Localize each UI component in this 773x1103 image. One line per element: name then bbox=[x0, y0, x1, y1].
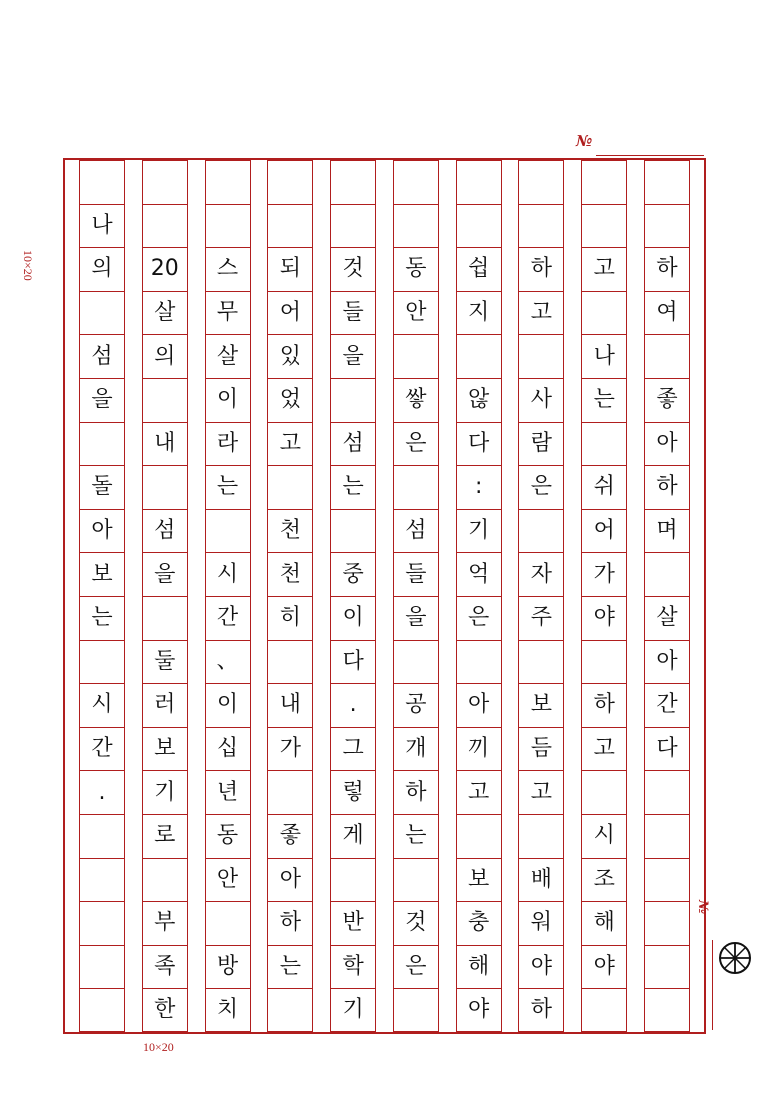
manuscript-cell bbox=[393, 334, 439, 378]
manuscript-cell: 20 bbox=[142, 247, 188, 291]
manuscript-cell: 을 bbox=[330, 334, 376, 378]
manuscript-cell: 아 bbox=[79, 509, 125, 553]
side-page-number-label: № bbox=[695, 900, 710, 915]
manuscript-cell: 돌 bbox=[79, 465, 125, 509]
manuscript-cell bbox=[330, 378, 376, 422]
manuscript-cell bbox=[205, 901, 251, 945]
manuscript-cell: 었 bbox=[267, 378, 313, 422]
manuscript-cell: 공 bbox=[393, 683, 439, 727]
manuscript-cell: 아 bbox=[267, 858, 313, 902]
manuscript-cell bbox=[644, 204, 690, 248]
manuscript-cell: 고 bbox=[456, 770, 502, 814]
manuscript-cell bbox=[581, 988, 627, 1032]
manuscript-cell: 는 bbox=[330, 465, 376, 509]
manuscript-cell: 고 bbox=[518, 770, 564, 814]
manuscript-cell: 년 bbox=[205, 770, 251, 814]
manuscript-cell: 섬 bbox=[79, 334, 125, 378]
manuscript-cell: 억 bbox=[456, 552, 502, 596]
manuscript-cell: 지 bbox=[456, 291, 502, 335]
manuscript-cell: 하 bbox=[393, 770, 439, 814]
manuscript-cell bbox=[644, 334, 690, 378]
manuscript-cell bbox=[644, 858, 690, 902]
manuscript-cell: 학 bbox=[330, 945, 376, 989]
manuscript-cell: 둘 bbox=[142, 640, 188, 684]
manuscript-cell bbox=[267, 465, 313, 509]
manuscript-cell: 중 bbox=[330, 552, 376, 596]
manuscript-cell bbox=[644, 945, 690, 989]
manuscript-cell bbox=[644, 770, 690, 814]
manuscript-cell: 쉽 bbox=[456, 247, 502, 291]
manuscript-cell: 의 bbox=[142, 334, 188, 378]
manuscript-cell: 보 bbox=[518, 683, 564, 727]
manuscript-cell bbox=[518, 640, 564, 684]
manuscript-cell bbox=[205, 160, 251, 204]
manuscript-cell: 는 bbox=[393, 814, 439, 858]
manuscript-cell: 아 bbox=[456, 683, 502, 727]
manuscript-cell bbox=[142, 858, 188, 902]
manuscript-cell: 렇 bbox=[330, 770, 376, 814]
manuscript-cell bbox=[267, 988, 313, 1032]
manuscript-column bbox=[393, 160, 439, 1032]
manuscript-cell bbox=[79, 945, 125, 989]
manuscript-cell: 하 bbox=[644, 247, 690, 291]
manuscript-cell bbox=[330, 858, 376, 902]
manuscript-cell bbox=[142, 204, 188, 248]
manuscript-cell: 기 bbox=[456, 509, 502, 553]
manuscript-cell: 다 bbox=[456, 422, 502, 466]
manuscript-cell: 야 bbox=[581, 596, 627, 640]
manuscript-cell: 、 bbox=[205, 640, 251, 684]
manuscript-cell bbox=[518, 509, 564, 553]
manuscript-cell: 들 bbox=[393, 552, 439, 596]
manuscript-cell: 하 bbox=[644, 465, 690, 509]
manuscript-cell bbox=[456, 814, 502, 858]
manuscript-cell bbox=[644, 988, 690, 1032]
manuscript-cell bbox=[518, 204, 564, 248]
manuscript-cell bbox=[393, 988, 439, 1032]
manuscript-cell: 다 bbox=[644, 727, 690, 771]
manuscript-cell: 살 bbox=[142, 291, 188, 335]
manuscript-cell bbox=[393, 204, 439, 248]
manuscript-cell: 무 bbox=[205, 291, 251, 335]
manuscript-cell bbox=[142, 160, 188, 204]
manuscript-cell bbox=[267, 204, 313, 248]
manuscript-cell: 간 bbox=[205, 596, 251, 640]
manuscript-cell: 고 bbox=[518, 291, 564, 335]
manuscript-cell bbox=[393, 160, 439, 204]
manuscript-cell: 동 bbox=[205, 814, 251, 858]
manuscript-cell bbox=[267, 160, 313, 204]
manuscript-cell: 주 bbox=[518, 596, 564, 640]
manuscript-cell: 의 bbox=[79, 247, 125, 291]
manuscript-cell: 이 bbox=[205, 683, 251, 727]
manuscript-cell: 시 bbox=[79, 683, 125, 727]
manuscript-cell: 천 bbox=[267, 509, 313, 553]
manuscript-column bbox=[205, 160, 251, 1032]
manuscript-column bbox=[518, 160, 564, 1032]
manuscript-cell: 어 bbox=[267, 291, 313, 335]
manuscript-cell: 며 bbox=[644, 509, 690, 553]
manuscript-cell bbox=[79, 814, 125, 858]
manuscript-cell: 라 bbox=[205, 422, 251, 466]
manuscript-cell bbox=[142, 465, 188, 509]
manuscript-column bbox=[267, 160, 313, 1032]
manuscript-cell: 들 bbox=[330, 291, 376, 335]
manuscript-cell: 고 bbox=[267, 422, 313, 466]
manuscript-cell: 반 bbox=[330, 901, 376, 945]
manuscript-cell: 내 bbox=[267, 683, 313, 727]
manuscript-cell: 고 bbox=[581, 727, 627, 771]
manuscript-cell: 다 bbox=[330, 640, 376, 684]
manuscript-cell: 쌓 bbox=[393, 378, 439, 422]
manuscript-cell: 그 bbox=[330, 727, 376, 771]
manuscript-cell bbox=[205, 509, 251, 553]
manuscript-cell: 나 bbox=[79, 204, 125, 248]
manuscript-cell: 히 bbox=[267, 596, 313, 640]
manuscript-cell: 배 bbox=[518, 858, 564, 902]
manuscript-cell: 기 bbox=[330, 988, 376, 1032]
manuscript-cell: 시 bbox=[205, 552, 251, 596]
manuscript-cell: 십 bbox=[205, 727, 251, 771]
manuscript-cell bbox=[267, 770, 313, 814]
manuscript-cell: 야 bbox=[456, 988, 502, 1032]
manuscript-cell: . bbox=[79, 770, 125, 814]
manuscript-cell: 을 bbox=[79, 378, 125, 422]
manuscript-cell: 좋 bbox=[267, 814, 313, 858]
manuscript-cell: 는 bbox=[79, 596, 125, 640]
grid-size-label-left: 10×20 bbox=[21, 250, 35, 281]
manuscript-cell: 은 bbox=[456, 596, 502, 640]
manuscript-cell: 는 bbox=[205, 465, 251, 509]
manuscript-cell: 어 bbox=[581, 509, 627, 553]
manuscript-cell: 이 bbox=[330, 596, 376, 640]
manuscript-cell bbox=[581, 160, 627, 204]
manuscript-cell: 안 bbox=[205, 858, 251, 902]
manuscript-cell: 조 bbox=[581, 858, 627, 902]
manuscript-column bbox=[644, 160, 690, 1032]
manuscript-cell bbox=[644, 814, 690, 858]
manuscript-cell bbox=[79, 640, 125, 684]
manuscript-cell: 하 bbox=[518, 988, 564, 1032]
manuscript-cell bbox=[581, 291, 627, 335]
manuscript-cell: 섬 bbox=[393, 509, 439, 553]
manuscript-cell bbox=[581, 640, 627, 684]
side-divider-line bbox=[712, 940, 713, 1030]
manuscript-cell: 개 bbox=[393, 727, 439, 771]
manuscript-cell: 자 bbox=[518, 552, 564, 596]
manuscript-cell: 간 bbox=[79, 727, 125, 771]
manuscript-cell: 야 bbox=[518, 945, 564, 989]
manuscript-cell: 게 bbox=[330, 814, 376, 858]
manuscript-cell bbox=[393, 858, 439, 902]
manuscript-cell: 아 bbox=[644, 640, 690, 684]
manuscript-cell: 하 bbox=[267, 901, 313, 945]
manuscript-cell bbox=[518, 814, 564, 858]
manuscript-cell: 보 bbox=[142, 727, 188, 771]
manuscript-cell: 는 bbox=[581, 378, 627, 422]
manuscript-cell: 보 bbox=[79, 552, 125, 596]
manuscript-cell: 사 bbox=[518, 378, 564, 422]
manuscript-grid bbox=[63, 158, 706, 1034]
manuscript-cell: 나 bbox=[581, 334, 627, 378]
manuscript-cell: 은 bbox=[393, 422, 439, 466]
manuscript-cell: 해 bbox=[581, 901, 627, 945]
manuscript-cell: 은 bbox=[393, 945, 439, 989]
manuscript-cell bbox=[79, 160, 125, 204]
manuscript-cell bbox=[79, 901, 125, 945]
manuscript-cell: 방 bbox=[205, 945, 251, 989]
manuscript-cell bbox=[518, 334, 564, 378]
manuscript-cell bbox=[456, 204, 502, 248]
manuscript-cell bbox=[79, 422, 125, 466]
manuscript-cell: 하 bbox=[581, 683, 627, 727]
manuscript-cell: 고 bbox=[581, 247, 627, 291]
manuscript-cell bbox=[205, 204, 251, 248]
grid-size-label-bottom: 10×20 bbox=[143, 1040, 174, 1054]
manuscript-cell: 을 bbox=[142, 552, 188, 596]
manuscript-cell bbox=[267, 640, 313, 684]
manuscript-cell bbox=[330, 204, 376, 248]
manuscript-cell: 것 bbox=[330, 247, 376, 291]
manuscript-cell: 있 bbox=[267, 334, 313, 378]
manuscript-cell bbox=[581, 204, 627, 248]
manuscript-cell: 섬 bbox=[142, 509, 188, 553]
manuscript-cell: 끼 bbox=[456, 727, 502, 771]
manuscript-cell: 쉬 bbox=[581, 465, 627, 509]
page-number-line bbox=[596, 155, 704, 156]
manuscript-column bbox=[142, 160, 188, 1032]
manuscript-cell bbox=[79, 291, 125, 335]
manuscript-cell: 람 bbox=[518, 422, 564, 466]
manuscript-cell: 동 bbox=[393, 247, 439, 291]
manuscript-cell bbox=[330, 509, 376, 553]
manuscript-cell: 살 bbox=[205, 334, 251, 378]
manuscript-cell bbox=[79, 988, 125, 1032]
manuscript-cell: 러 bbox=[142, 683, 188, 727]
manuscript-cell: 여 bbox=[644, 291, 690, 335]
manuscript-cell: 워 bbox=[518, 901, 564, 945]
manuscript-cell: 치 bbox=[205, 988, 251, 1032]
manuscript-cell: 은 bbox=[518, 465, 564, 509]
manuscript-cell bbox=[142, 596, 188, 640]
manuscript-cell: 을 bbox=[393, 596, 439, 640]
manuscript-cell: 야 bbox=[581, 945, 627, 989]
manuscript-cell: 아 bbox=[644, 422, 690, 466]
manuscript-cell bbox=[330, 160, 376, 204]
manuscript-cell: 충 bbox=[456, 901, 502, 945]
manuscript-cell: 하 bbox=[518, 247, 564, 291]
manuscript-cell: 간 bbox=[644, 683, 690, 727]
manuscript-cell: 되 bbox=[267, 247, 313, 291]
manuscript-cell bbox=[644, 552, 690, 596]
manuscript-cell: 로 bbox=[142, 814, 188, 858]
manuscript-column bbox=[79, 160, 125, 1032]
manuscript-cell bbox=[456, 640, 502, 684]
manuscript-cell bbox=[393, 640, 439, 684]
manuscript-cell bbox=[142, 378, 188, 422]
circle-cross-stamp-icon bbox=[717, 940, 753, 976]
manuscript-cell: 살 bbox=[644, 596, 690, 640]
manuscript-cell bbox=[644, 901, 690, 945]
manuscript-cell bbox=[581, 770, 627, 814]
manuscript-cell bbox=[518, 160, 564, 204]
manuscript-cell: 보 bbox=[456, 858, 502, 902]
page-number-label: № bbox=[576, 132, 593, 150]
manuscript-cell: 한 bbox=[142, 988, 188, 1032]
manuscript-cell: 것 bbox=[393, 901, 439, 945]
manuscript-cell bbox=[644, 160, 690, 204]
manuscript-cell: 시 bbox=[581, 814, 627, 858]
manuscript-cell bbox=[393, 465, 439, 509]
manuscript-cell: 족 bbox=[142, 945, 188, 989]
manuscript-column bbox=[581, 160, 627, 1032]
manuscript-cell: 섬 bbox=[330, 422, 376, 466]
manuscript-cell: . bbox=[330, 683, 376, 727]
manuscript-cell: 해 bbox=[456, 945, 502, 989]
manuscript-column bbox=[330, 160, 376, 1032]
manuscript-cell bbox=[581, 422, 627, 466]
manuscript-cell bbox=[79, 858, 125, 902]
manuscript-cell: : bbox=[456, 465, 502, 509]
manuscript-cell: 천 bbox=[267, 552, 313, 596]
manuscript-cell: 좋 bbox=[644, 378, 690, 422]
manuscript-cell: 이 bbox=[205, 378, 251, 422]
manuscript-cell: 내 bbox=[142, 422, 188, 466]
manuscript-cell: 스 bbox=[205, 247, 251, 291]
manuscript-cell: 기 bbox=[142, 770, 188, 814]
manuscript-cell: 안 bbox=[393, 291, 439, 335]
manuscript-cell bbox=[456, 160, 502, 204]
manuscript-cell: 가 bbox=[267, 727, 313, 771]
manuscript-cell: 듬 bbox=[518, 727, 564, 771]
manuscript-cell bbox=[456, 334, 502, 378]
manuscript-cell: 가 bbox=[581, 552, 627, 596]
manuscript-cell: 는 bbox=[267, 945, 313, 989]
manuscript-column bbox=[456, 160, 502, 1032]
manuscript-cell: 부 bbox=[142, 901, 188, 945]
manuscript-cell: 않 bbox=[456, 378, 502, 422]
